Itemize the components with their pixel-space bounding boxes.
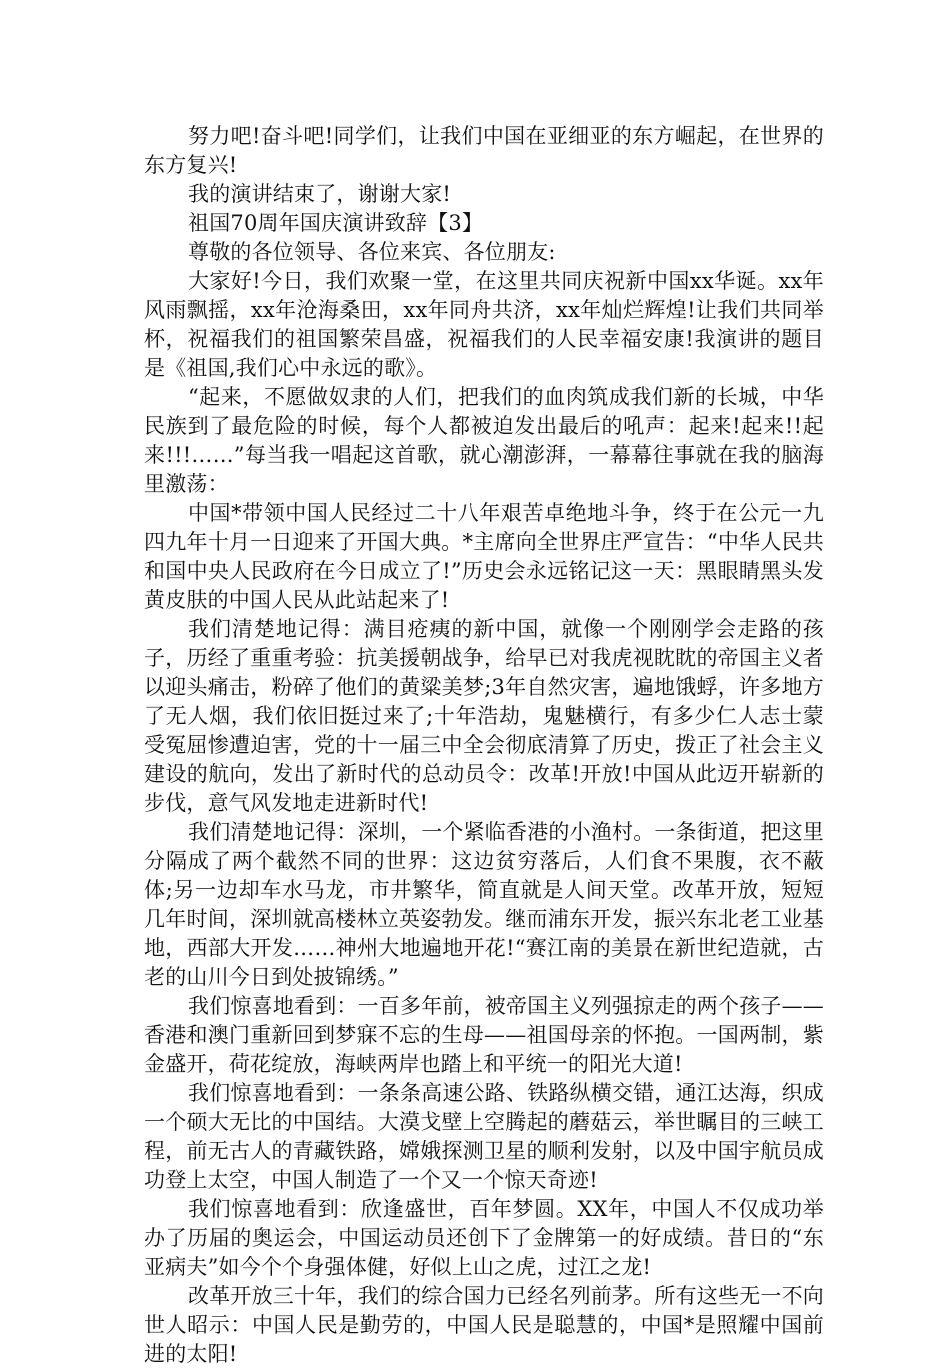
paragraph-infrastructure: 我们惊喜地看到：一条条高速公路、铁路纵横交错，通江达海，织成一个硕大无比的中国结。大漠戈壁上空腾起的蘑菇云，举世瞩目的三峡工程，前无古人的青藏铁路，嫦娥探测卫星的顺利发射，以及中国宇航员成功登上太空，中国人制造了一个又一个惊天奇迹!: [144, 1081, 824, 1192]
section-heading: 祖国70周年国庆演讲致辞【3】: [188, 211, 484, 235]
paragraph-speech-end: 我的演讲结束了，谢谢大家!: [188, 182, 452, 206]
paragraph-reunification: 我们惊喜地看到：一百多年前，被帝国主义列强掠走的两个孩子——香港和澳门重新回到梦寐不忘的生母——祖国母亲的怀抱。一国两制，紫金盛开，荷花绽放，海峡两岸也踏上和平统一的阳光大道!: [144, 994, 824, 1076]
paragraph-greeting: 大家好!今日，我们欢聚一堂，在这里共同庆祝新中国xx华诞。xx年风雨飘摇，xx年沧海桑田，xx年同舟共济，xx年灿烂辉煌!让我们共同举杯，祝福我们的祖国繁荣昌盛，祝福我们的人民幸福安康!我演讲的题目是《祖国,我们心中永远的歌》。: [144, 269, 824, 380]
document-body: [144, 122, 824, 1369]
paragraph-closing-call: 努力吧!奋斗吧!同学们，让我们中国在亚细亚的东方崛起，在世界的东方复兴!: [144, 124, 824, 177]
paragraph-conclusion: 改革开放三十年，我们的综合国力已经名列前茅。所有这些无一不向世人昭示：中国人民是勤劳的，中国人民是聪慧的，中国*是照耀中国前进的太阳!: [144, 1284, 824, 1366]
paragraph-founding: 中国*带领中国人民经过二十八年艰苦卓绝地斗争，终于在公元一九四九年十月一日迎来了开国大典。*主席向全世界庄严宣告：“中华人民共和国中央人民政府在今日成立了!”历史会永远铭记这一天：黑眼睛黑头发黄皮肤的中国人民从此站起来了!: [144, 501, 824, 612]
paragraph-trials: 我们清楚地记得：满目疮痍的新中国，就像一个刚刚学会走路的孩子，历经了重重考验：抗美援朝战争，给早已对我虎视眈眈的帝国主义者以迎头痛击，粉碎了他们的黄粱美梦;3年自然灾害，遍地饿蜉，许多地方了无人烟，我们依旧挺过来了;十年浩劫，鬼魅横行，有多少仁人志士蒙受冤屈惨遭迫害，党的十一届三中全会彻底清算了历史，拨正了社会主义建设的航向，发出了新时代的总动员令：改革!开放!中国从此迈开崭新的步伐，意气风发地走进新时代!: [144, 617, 824, 815]
paragraph-shenzhen: 我们清楚地记得：深圳，一个紧临香港的小渔村。一条街道，把这里分隔成了两个截然不同的世界：这边贫穷落后，人们食不果腹，衣不蔽体;另一边却车水马龙，市井繁华，简直就是人间天堂。改革开放，短短几年时间，深圳就高楼林立英姿勃发。继而浦东开发，振兴东北老工业基地，西部大开发……神州大地遍地开花!“赛江南的美景在新世纪造就，古老的山川今日到处披锦绣。”: [144, 820, 824, 989]
paragraph-salutation: 尊敬的各位领导、各位来宾、各位朋友:: [188, 240, 556, 264]
paragraph-olympics: 我们惊喜地看到：欣逢盛世，百年梦圆。XX年，中国人不仅成功举办了历届的奥运会，中国运动员还创下了金牌第一的好成绩。昔日的“东亚病夫”如今个个身强体健，好似上山之虎，过江之龙!: [144, 1197, 824, 1279]
paragraph-anthem: “起来，不愿做奴隶的人们，把我们的血肉筑成我们新的长城，中华民族到了最危险的时候，每个人都被迫发出最后的吼声：起来!起来!!起来!!!……”每当我一唱起这首歌，就心潮澎湃，一幕幕往事就在我的脑海里激荡：: [144, 385, 824, 496]
